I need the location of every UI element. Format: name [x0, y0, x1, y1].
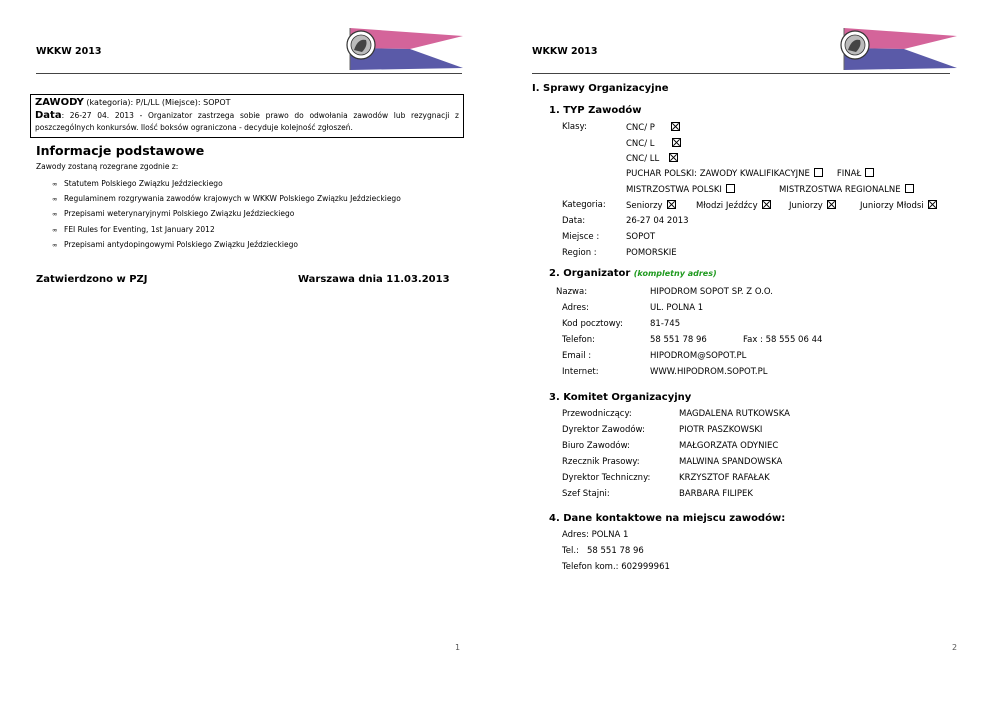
komitet-heading: 3. Komitet Organizacyjny: [549, 392, 692, 403]
list-item: ∞ FEI Rules for Eventing, 1st January 2012: [52, 222, 401, 237]
zawody-box: [30, 94, 464, 138]
org-label: Email :: [562, 351, 592, 361]
checkbox-checked[interactable]: [827, 200, 836, 209]
header-title: WKKW 2013: [532, 46, 598, 57]
bullet-icon: ∞: [52, 240, 58, 249]
list-item: ∞ Przepisami antydopingowymi Polskiego Związku Jeździeckiego: [52, 237, 401, 252]
org-label: Internet:: [562, 367, 599, 377]
mistrz-reg-option: MISTRZOSTWA REGIONALNE: [779, 184, 914, 195]
mistrz-pl-option: MISTRZOSTWA POLSKI: [626, 184, 735, 195]
komitet-label: Dyrektor Zawodów:: [562, 425, 645, 435]
organizator-heading: 2. Organizator (kompletny adres): [549, 268, 717, 279]
data-label: Data:: [562, 216, 586, 226]
page-2: [496, 0, 992, 701]
region-label: Region :: [562, 248, 597, 258]
data-line: Data: 26-27 04. 2013 - Organizator zastrzega sobie prawo do odwołania zawodów lub rezygnacji z poszczególnych konkursów. Ilość boksów ograniczona - decyduje kolejność zgłoszeń.: [35, 110, 459, 132]
komitet-label: Szef Stajni:: [562, 489, 610, 499]
kategoria-item: Seniorzy: [626, 200, 676, 211]
bullet-icon: ∞: [52, 225, 58, 234]
fax-value: Fax : 58 555 06 44: [743, 335, 823, 345]
komitet-value: MAŁGORZATA ODYNIEC: [679, 441, 779, 451]
checkbox-unchecked[interactable]: [814, 168, 823, 177]
org-value: WWW.HIPODROM.SOPOT.PL: [650, 367, 768, 377]
checkbox-checked[interactable]: [928, 200, 937, 209]
komitet-value: MALWINA SPANDOWSKA: [679, 457, 783, 467]
checkbox-checked[interactable]: [671, 122, 680, 131]
section-title: Informacje podstawowe: [36, 143, 205, 158]
kategoria-item: Młodzi Jeźdźcy: [696, 200, 771, 211]
kontakt-line: Telefon kom.: 602999961: [562, 562, 670, 572]
checkbox-checked[interactable]: [667, 200, 676, 209]
org-value: HIPODROM@SOPOT.PL: [650, 351, 747, 361]
komitet-label: Rzecznik Prasowy:: [562, 457, 640, 467]
org-value: 81-745: [650, 319, 681, 329]
list-item: ∞ Statutem Polskiego Związku Jeździeckiego: [52, 176, 401, 191]
zawody-line: ZAWODY (kategoria): P/L/LL (Miejsce): SOPOT: [35, 97, 231, 108]
section-title: I. Sprawy Organizacyjne: [532, 83, 669, 94]
date-place-text: Warszawa dnia 11.03.2013: [298, 274, 450, 285]
class-item: CNC/ P: [626, 122, 680, 133]
region-value: POMORSKIE: [626, 248, 677, 258]
komitet-label: Dyrektor Techniczny:: [562, 473, 651, 483]
bullet-icon: ∞: [52, 210, 58, 219]
bullet-icon: ∞: [52, 195, 58, 204]
checkbox-unchecked[interactable]: [865, 168, 874, 177]
komitet-label: Biuro Zawodów:: [562, 441, 630, 451]
checkbox-checked[interactable]: [669, 153, 678, 162]
org-value: UL. POLNA 1: [650, 303, 704, 313]
org-value: HIPODROM SOPOT SP. Z O.O.: [650, 287, 773, 297]
checkbox-checked[interactable]: [762, 200, 771, 209]
rules-list: [52, 176, 401, 252]
list-item: ∞ Regulaminem rozgrywania zawodów krajowych w WKKW Polskiego Związku Jeździeckiego: [52, 191, 401, 206]
komitet-value: KRZYSZTOF RAFAŁAK: [679, 473, 770, 483]
kategoria-label: Kategoria:: [562, 200, 606, 210]
page-number: 2: [952, 643, 958, 652]
page-number: 1: [455, 643, 461, 652]
data-value: 26-27 04 2013: [626, 216, 689, 226]
bullet-icon: ∞: [52, 180, 58, 188]
miejsce-value: SOPOT: [626, 232, 656, 242]
header-divider: [532, 73, 950, 74]
kontakt-heading: 4. Dane kontaktowe na miejscu zawodów:: [549, 513, 786, 524]
checkbox-unchecked[interactable]: [905, 184, 914, 193]
checkbox-unchecked[interactable]: [726, 184, 735, 193]
komitet-value: PIOTR PASZKOWSKI: [679, 425, 763, 435]
wkkw-logo: [340, 28, 463, 70]
org-label: Adres:: [562, 303, 589, 313]
org-label: Nazwa:: [556, 287, 588, 297]
klasy-label: Klasy:: [562, 122, 587, 132]
komitet-label: Przewodniczący:: [562, 409, 632, 419]
puchar-option: PUCHAR POLSKI: ZAWODY KWALIFIKACYJNE FINAŁ: [626, 168, 874, 179]
approved-text: Zatwierdzono w PZJ: [36, 274, 148, 285]
org-label: Telefon:: [562, 335, 596, 345]
header-title: WKKW 2013: [36, 46, 102, 57]
org-label: Kod pocztowy:: [562, 319, 623, 329]
class-item: CNC/ L: [626, 138, 681, 149]
typ-heading: 1. TYP Zawodów: [549, 105, 642, 116]
komitet-value: BARBARA FILIPEK: [679, 489, 753, 499]
intro-text: Zawody zostaną rozegrane zgodnie z:: [36, 162, 179, 171]
kategoria-item: Juniorzy: [789, 200, 836, 211]
kontakt-line: Adres: POLNA 1: [562, 530, 629, 540]
miejsce-label: Miejsce :: [562, 232, 600, 242]
header-divider: [36, 73, 462, 74]
list-item: ∞ Przepisami weterynaryjnymi Polskiego Związku Jeździeckiego: [52, 206, 401, 221]
kategoria-item: Juniorzy Młodsi: [860, 200, 937, 211]
wkkw-logo: [834, 28, 957, 70]
checkbox-checked[interactable]: [672, 138, 681, 147]
class-item: CNC/ LL: [626, 153, 678, 164]
org-value: 58 551 78 96: [650, 335, 707, 345]
kontakt-line: Tel.: 58 551 78 96: [562, 546, 644, 556]
komitet-value: MAGDALENA RUTKOWSKA: [679, 409, 790, 419]
